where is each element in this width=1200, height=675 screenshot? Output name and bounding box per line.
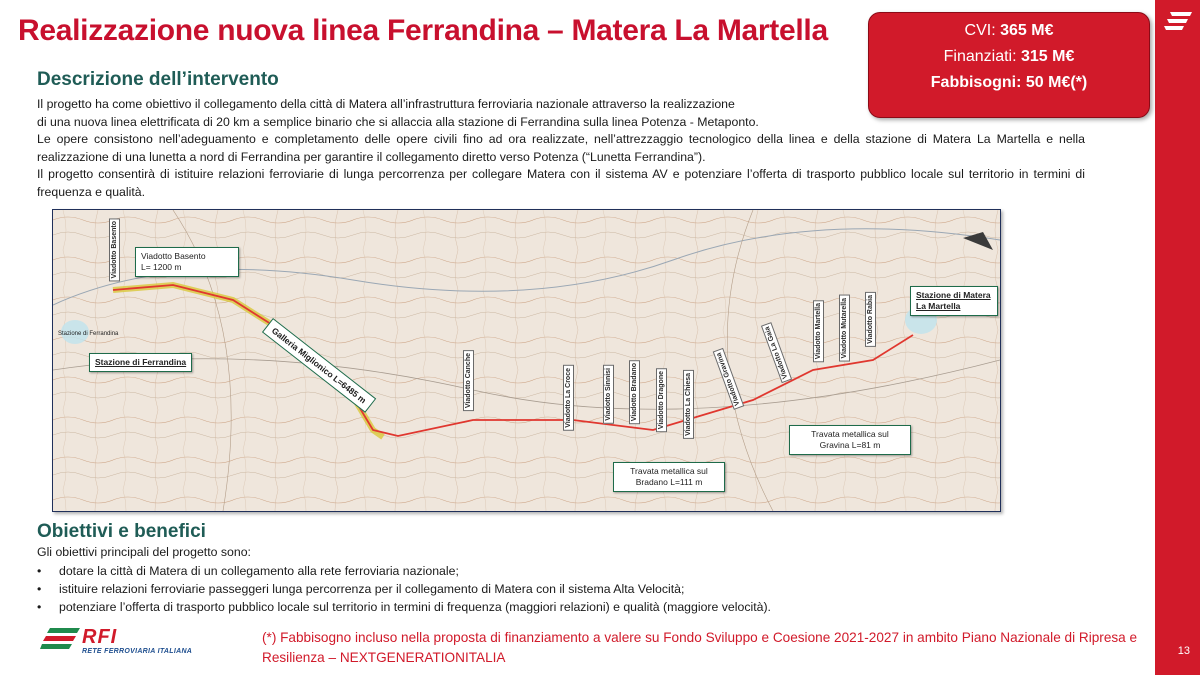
fs-logo-icon bbox=[1162, 8, 1194, 32]
list-item: • potenziare l’offerta di trasporto pubblico locale sul territorio in termini di frequenza (maggiori relazioni) e qualità (maggiore velocità). bbox=[37, 598, 771, 616]
page-title: Realizzazione nuova linea Ferrandina – Matera La Martella bbox=[18, 14, 828, 47]
list-item: • dotare la città di Matera di un collegamento alla rete ferroviaria nazionale; bbox=[37, 562, 771, 580]
cvi-value: 365 M€ bbox=[1000, 22, 1054, 39]
page-number: 13 bbox=[1177, 645, 1190, 657]
viaduct-label: Viadotto Sinnisi bbox=[603, 365, 614, 424]
financed-line: Finanziati: 315 M€ bbox=[943, 48, 1075, 65]
viaduct-label: Viadotto Mutarella bbox=[839, 295, 850, 362]
description-para-2: Le opere consistono nell’adeguamento e completamento delle opere civili fino ad ora realizzate, nell’attrezzaggio tecnologico della linea e della stazione di Matera La Martella e nella realizzazione di una lunetta a nord di Ferrandina per garantire il collegamento diretto verso Potenza (“Lunetta Ferrandina”). bbox=[37, 132, 1085, 164]
objectives-list bbox=[37, 562, 771, 616]
viaduct-label: Viadotto La Gaia bbox=[761, 322, 792, 383]
funding-footnote: (*) Fabbisogno incluso nella proposta di finanziamento a valere su Fondo Sviluppo e Coesione 2021-2027 in ambito Piano Nazionale di Ripresa e Resilienza – NEXTGENERATIONITALIA bbox=[262, 630, 1138, 665]
rfi-logo-subtitle: RETE FERROVIARIA ITALIANA bbox=[82, 648, 193, 655]
rfi-logo-text: RFI bbox=[82, 626, 118, 648]
objectives-intro: Gli obiettivi principali del progetto sono: bbox=[37, 545, 251, 559]
viaduct-label: Viadotto Gravina bbox=[713, 348, 745, 410]
viaduct-label: Viadotto La Croce bbox=[563, 365, 574, 431]
map-small-station-label: Stazione di Ferrandina bbox=[58, 331, 119, 337]
viadotto-basento-callout: Viadotto Basento L= 1200 m bbox=[135, 247, 239, 277]
travata-bradano-callout: Travata metallica sul Bradano L=111 m bbox=[613, 462, 725, 492]
viaduct-label: Viadotto Basento bbox=[109, 218, 120, 281]
viaduct-label: Viadotto La Chiesa bbox=[683, 370, 694, 439]
travata-gravina-callout: Travata metallica sul Gravina L=81 m bbox=[789, 425, 911, 455]
description-line-2: di una nuova linea elettrificata di 20 km a semplice binario che si allaccia alla stazione di Ferrandina sulla linea Potenza - Metaponto. bbox=[37, 114, 759, 129]
description-line-1: Il progetto ha come obiettivo il collegamento della città di Matera all’infrastruttura ferroviaria nazionale attraverso la realizzazione bbox=[37, 97, 735, 111]
viaduct-label: Viadotto Canche bbox=[463, 350, 474, 411]
financed-value: 315 M€ bbox=[1021, 48, 1075, 65]
cvi-line: CVI: 365 M€ bbox=[964, 22, 1054, 39]
description-text bbox=[37, 96, 1085, 201]
needs-line: Fabbisogni: 50 M€(*) bbox=[930, 74, 1088, 91]
viaduct-label: Viadotto Rabia bbox=[865, 292, 876, 347]
objectives-heading: Obiettivi e benefici bbox=[37, 521, 206, 542]
viaduct-label: Viadotto Dragone bbox=[656, 368, 667, 432]
matera-station-callout: Stazione di Matera La Martella bbox=[910, 286, 998, 316]
brand-side-bar bbox=[1155, 0, 1200, 675]
description-heading: Descrizione dell’intervento bbox=[37, 69, 279, 90]
list-item: • istituire relazioni ferroviarie passeggeri lunga percorrenza per il collegamento di Matera con il sistema Alta Velocità; bbox=[37, 580, 771, 598]
route-map bbox=[52, 209, 1001, 512]
galleria-miglionico-label: Galleria Miglionico L=6485 m bbox=[262, 318, 376, 413]
description-para-3: Il progetto consentirà di istituire relazioni ferroviarie di lunga percorrenza per collegare Matera con il sistema AV e potenziare l’offerta di trasporto pubblico locale sul territorio in termini di frequenza e qualità. bbox=[37, 167, 1085, 199]
viaduct-label: Viadotto Martella bbox=[813, 300, 824, 362]
ferrandina-station-callout: Stazione di Ferrandina bbox=[89, 353, 192, 372]
viaduct-label: Viadotto Bradano bbox=[629, 360, 640, 424]
